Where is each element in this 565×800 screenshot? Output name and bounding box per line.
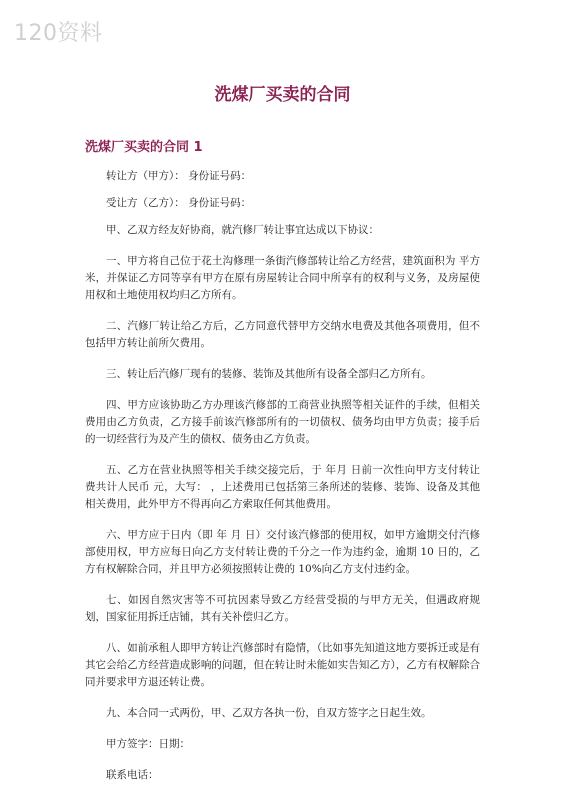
paragraph-contact: 联系电话： (106, 769, 159, 781)
paragraph-clause-3: 三、转让后汽修厂现有的装修、装饰及其他所有设备全部归乙方所有。 (106, 368, 432, 380)
paragraph-clause-8: 八、如前承租人即甲方转让汽修部时有隐情，（比如事先知道这地方要拆迁或是有其它会给乙方经营造成影响的问题，但在转让时未能如实告知乙方），乙方有权解除合同并要求甲方退还转让费。 (85, 642, 480, 688)
paragraph-clause-4: 四、甲方应该协助乙方办理该汽修部的工商营业执照等相关证件的手续，但相关费用由乙方负责，乙方接手前该汽修部所有的一切债权、债务均由甲方负责；接手后的一切经营行为及产生的债权、债务由乙方负责。 (85, 399, 480, 445)
paragraph-signature: 甲方签字：日期： (106, 738, 190, 750)
paragraph-intro: 甲、乙双方经友好协商，就汽修厂转让事宜达成以下协议： (106, 224, 379, 236)
paragraph-transferor: 转让方（甲方）： 身份证号码： (106, 170, 252, 182)
paragraph-transferee: 受让方（乙方）： 身份证号码： (106, 197, 252, 209)
paragraph-clause-5: 五、乙方在营业执照等相关手续交接完后，于 年月 日前一次性向甲方支付转让费共计人民币 元，大写： ，上述费用已包括第三条所述的装修、装饰、设备及其他相关费用，此外甲方不得再向乙方索取任何其他费用。 (85, 464, 480, 510)
watermark-logo: 120资料 (14, 21, 103, 46)
document-body (85, 168, 480, 798)
document-title: 洗煤厂买卖的合同 (214, 85, 351, 105)
section-heading: 洗煤厂买卖的合同 1 (85, 140, 203, 155)
paragraph-clause-2: 二、汽修厂转让给乙方后，乙方同意代替甲方交纳水电费及其他各项费用，但不包括甲方转让前所欠费用。 (85, 320, 480, 349)
paragraph-clause-9: 九、本合同一式两份，甲、乙双方各执一份，自双方签字之日起生效。 (106, 707, 432, 719)
paragraph-clause-7: 七、如因自然灾害等不可抗因素导致乙方经营受损的与甲方无关，但遇政府规划，国家征用拆迁店铺，其有关补偿归乙方。 (85, 594, 480, 623)
paragraph-clause-6: 六、甲方应于日内（即 年 月 日）交付该汽修部的使用权，如甲方逾期交付汽修部使用权，甲方应每日向乙方支付转让费的千分之一作为违约金，逾期 10 日的，乙方有权解除合同，并且甲方必须按照转让费的 10%向乙方支付违约金。 (85, 529, 480, 575)
paragraph-clause-1: 一、甲方将自己位于花土沟修理一条街汽修部转让给乙方经营，建筑面积为 平方米，并保证乙方同等享有甲方在原有房屋转让合同中所享有的权利与义务，及房屋使用权和土地使用权均归乙方所有。 (85, 255, 480, 301)
